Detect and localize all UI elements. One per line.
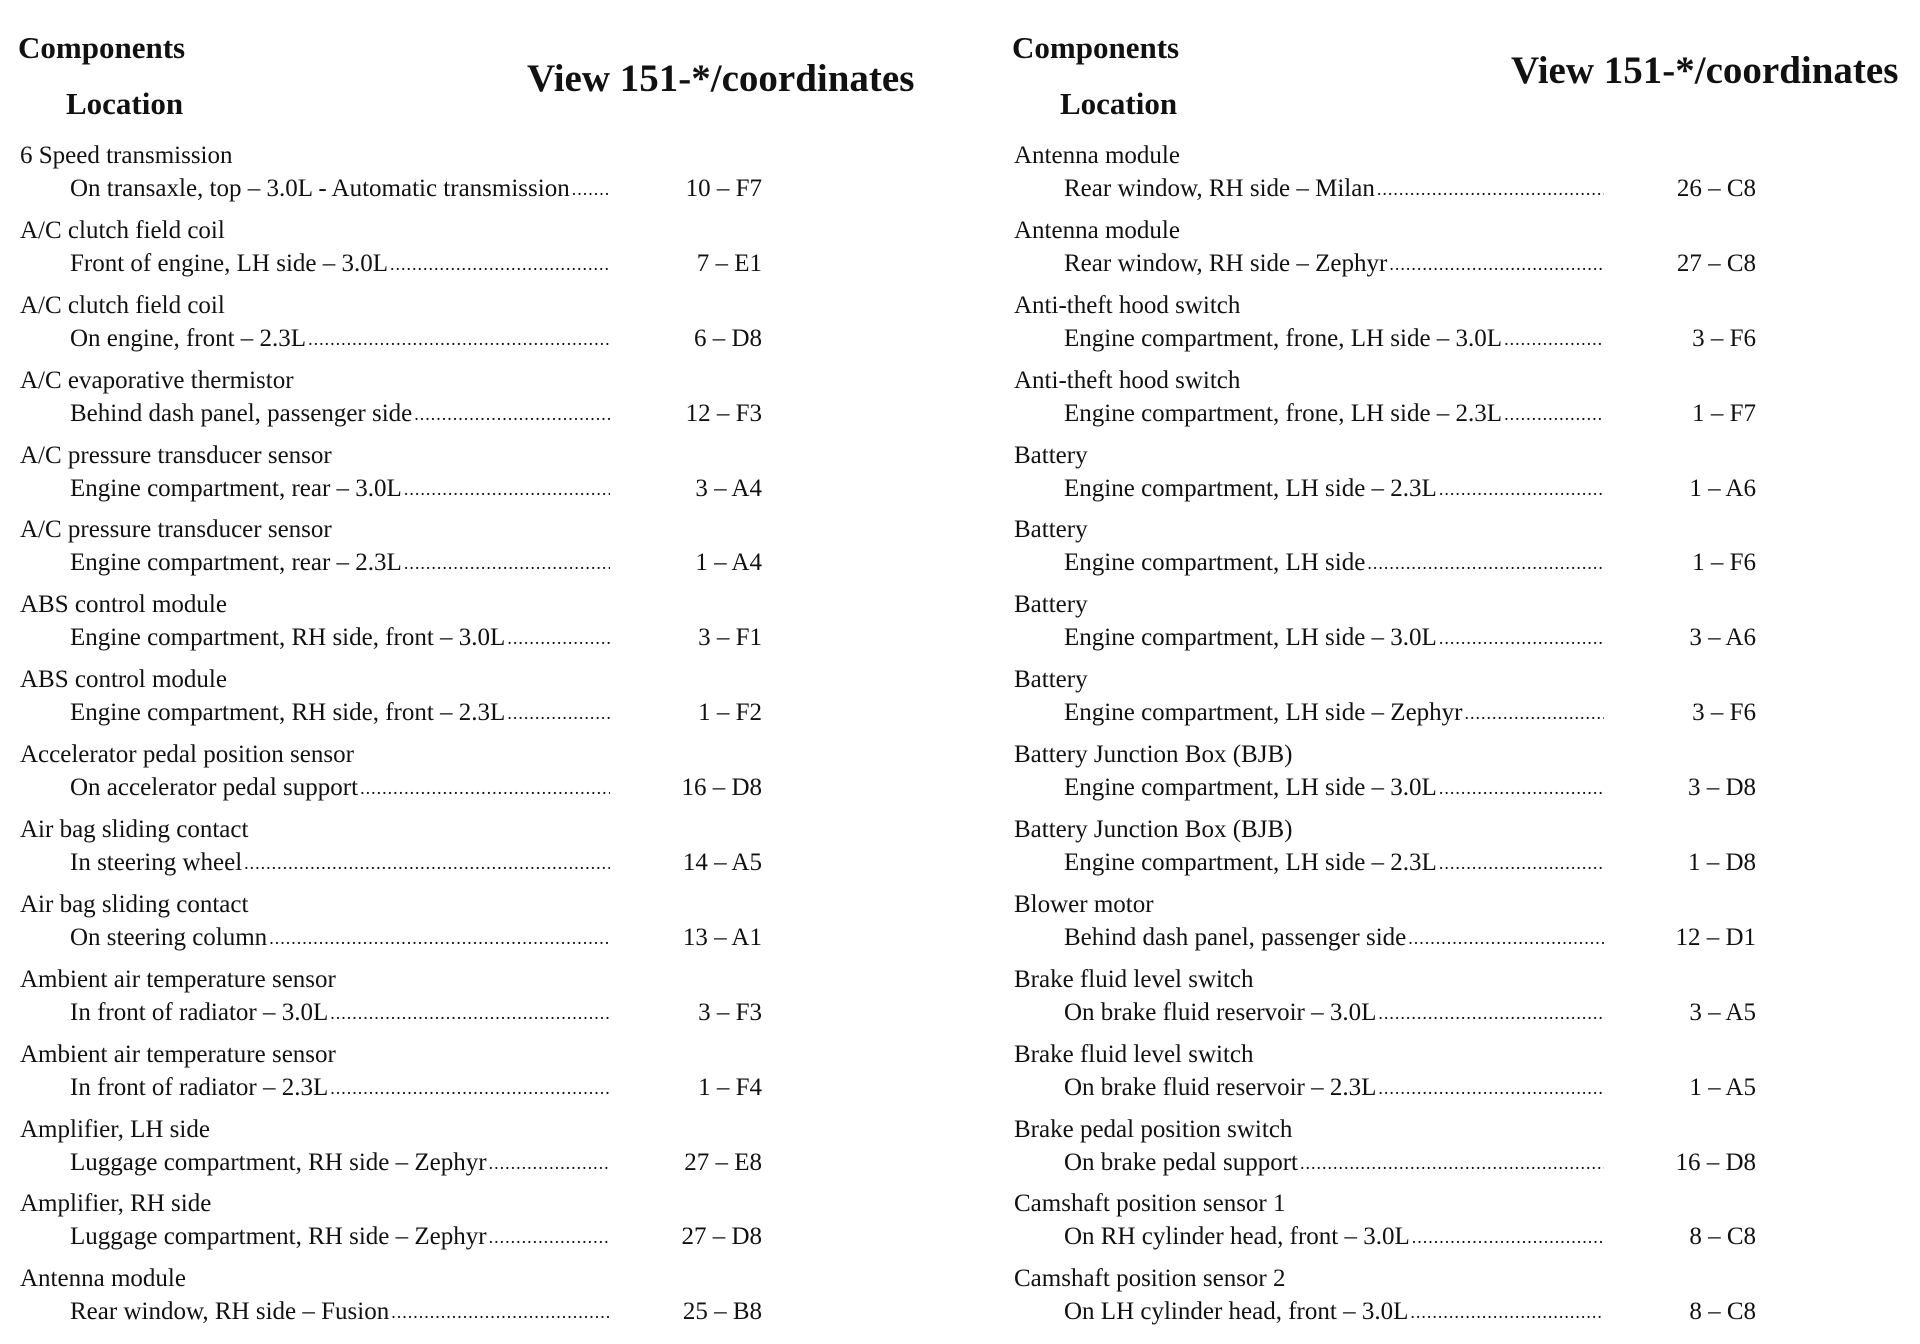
component-name: Air bag sliding contact [20,890,249,918]
component-name: Battery [1014,516,1088,544]
component-location-line [1064,624,1764,652]
component-entry [1006,591,1920,666]
component-name: Camshaft position sensor 1 [1014,1190,1286,1218]
component-location: Engine compartment, rear – 3.0L [70,474,402,502]
component-coordinate: 3 – A4 [695,474,762,502]
component-location-line [1064,325,1764,353]
component-coordinate: 3 – A5 [1689,998,1756,1026]
component-name: Amplifier, LH side [20,1115,210,1143]
dot-leader [572,179,610,200]
component-name: Battery [1014,666,1088,694]
component-coordinate: 3 – A6 [1689,624,1756,652]
components-heading: Components [18,30,186,65]
component-name: Accelerator pedal position sensor [20,741,354,769]
dot-leader [1504,329,1604,350]
component-location-line [1064,774,1764,802]
component-coordinate: 1 – F7 [1692,399,1756,427]
component-location: Luggage compartment, RH side – Zephyr [70,1223,487,1251]
dot-leader [330,1078,610,1099]
dot-leader [391,1302,610,1323]
view-coordinates-heading: View 151-*/coordinates [1511,49,1899,92]
component-entry [12,217,932,292]
dot-leader [1465,703,1605,724]
component-coordinate: 1 – A6 [1689,474,1756,502]
component-name: A/C clutch field coil [20,291,225,319]
component-location-line [70,1149,770,1177]
dot-leader [330,1003,610,1024]
components-heading: Components [1012,30,1180,65]
component-coordinate: 12 – F3 [685,399,762,427]
location-heading: Location [66,86,184,121]
component-coordinate: 6 – D8 [693,324,762,352]
component-name: Camshaft position sensor 2 [1014,1265,1286,1293]
component-coordinate: 8 – C8 [1689,1298,1756,1326]
component-name: Brake fluid level switch [1014,965,1254,993]
component-location: Rear window, RH side – Zephyr [1064,249,1388,277]
component-coordinate: 27 – D8 [681,1223,762,1251]
dot-leader [360,778,610,799]
component-name: Ambient air temperature sensor [20,1040,336,1068]
component-location: On accelerator pedal support [70,774,359,802]
component-name: 6 Speed transmission [20,142,233,169]
component-location-line [1064,699,1764,727]
component-entry [12,1041,932,1116]
component-location-line [70,849,770,877]
component-entry [12,1116,932,1191]
component-coordinate: 10 – F7 [685,175,762,202]
component-location-line [1064,400,1764,428]
component-location: In steering wheel [70,849,243,877]
component-location: On steering column [70,923,268,951]
component-location-line [70,325,770,353]
left-column [12,0,932,1344]
component-name: Blower motor [1014,890,1154,918]
component-coordinate: 8 – C8 [1689,1223,1756,1251]
component-name: Brake fluid level switch [1014,1040,1254,1068]
component-coordinate: 1 – D8 [1687,849,1756,877]
component-entry [1006,966,1920,1041]
dot-leader [1410,1302,1604,1323]
component-location: On brake pedal support [1064,1148,1298,1176]
dot-leader [1439,778,1604,799]
component-entry [1006,292,1920,367]
dot-leader [1378,1003,1604,1024]
dot-leader [489,1153,610,1174]
component-coordinate: 13 – A1 [682,923,762,951]
component-coordinate: 1 – A5 [1689,1073,1756,1101]
component-entry [12,142,932,217]
component-location: Luggage compartment, RH side – Zephyr [70,1148,487,1176]
component-coordinate: 1 – F6 [1692,549,1756,577]
component-location: Engine compartment, RH side, front – 3.0L [70,624,506,652]
component-name: Battery Junction Box (BJB) [1014,741,1293,769]
component-coordinate: 7 – E1 [696,249,762,277]
component-coordinate: 3 – F1 [698,624,762,652]
dot-leader [1377,179,1604,200]
component-location-line [1064,999,1764,1027]
component-entry [12,966,932,1041]
dot-leader [489,1227,610,1248]
component-location: Engine compartment, frone, LH side – 2.3L [1064,399,1503,427]
right-column [1006,0,1920,1344]
dot-leader [308,329,610,350]
component-name: ABS control module [20,591,227,619]
component-location: Engine compartment, frone, LH side – 3.0L [1064,324,1503,352]
dot-leader [1300,1153,1604,1174]
component-location: Rear window, RH side – Fusion [70,1298,390,1326]
component-coordinate: 27 – C8 [1676,249,1756,277]
dot-leader [1439,479,1604,500]
component-location: On RH cylinder head, front – 3.0L [1064,1223,1410,1251]
component-location: On brake fluid reservoir – 2.3L [1064,1073,1377,1101]
left-header [12,0,932,142]
component-entry [12,292,932,367]
component-location: Engine compartment, rear – 2.3L [70,549,402,577]
component-location-line [1064,1074,1764,1102]
component-location-line [70,699,770,727]
component-name: ABS control module [20,666,227,694]
component-location: On transaxle, top – 3.0L - Automatic transmission [70,175,570,202]
component-coordinate: 3 – F6 [1692,699,1756,727]
component-location-line [1064,924,1764,952]
component-name: A/C evaporative thermistor [20,366,294,394]
component-name: A/C pressure transducer sensor [20,441,332,469]
component-location-line [70,999,770,1027]
component-location: On brake fluid reservoir – 3.0L [1064,998,1377,1026]
right-header [1006,0,1920,142]
component-location: Rear window, RH side – Milan [1064,175,1375,202]
component-entry [1006,217,1920,292]
dot-leader [390,254,610,275]
component-location-line [1064,175,1764,203]
component-name: A/C pressure transducer sensor [20,516,332,544]
component-location-line [70,924,770,952]
component-entry [1006,442,1920,517]
component-location-line [1064,1149,1764,1177]
component-entry [12,516,932,591]
component-name: Anti-theft hood switch [1014,366,1241,394]
component-location-line [70,475,770,503]
component-location-line [70,175,770,203]
component-location-line [1064,1223,1764,1251]
component-entry [1006,816,1920,891]
component-name: Air bag sliding contact [20,816,249,844]
dot-leader [269,928,610,949]
location-heading: Location [1060,86,1178,121]
dot-leader [1408,928,1604,949]
component-location: Engine compartment, LH side – 2.3L [1064,474,1437,502]
component-location-line [70,250,770,278]
component-entry [12,741,932,816]
component-location: Engine compartment, LH side – 3.0L [1064,774,1437,802]
component-location-line [70,774,770,802]
component-location-line [1064,549,1764,577]
component-location: In front of radiator – 3.0L [70,998,329,1026]
component-name: Anti-theft hood switch [1014,291,1241,319]
component-name: Antenna module [1014,142,1180,169]
component-entry [1006,142,1920,217]
component-entry [1006,1041,1920,1116]
component-location: In front of radiator – 2.3L [70,1073,329,1101]
dot-leader [404,553,610,574]
component-entry [1006,1116,1920,1191]
component-location: On LH cylinder head, front – 3.0L [1064,1298,1409,1326]
dot-leader [1389,254,1604,275]
component-entry [12,591,932,666]
dot-leader [507,703,610,724]
component-entry [12,367,932,442]
component-name: Battery [1014,441,1088,469]
component-location: Behind dash panel, passenger side [70,399,413,427]
component-entry [1006,1190,1920,1265]
component-location: Engine compartment, LH side – Zephyr [1064,699,1463,727]
component-coordinate: 26 – C8 [1676,175,1756,202]
component-coordinate: 3 – F6 [1692,324,1756,352]
component-location-line [1064,475,1764,503]
component-location-line [70,1223,770,1251]
component-location-line [1064,250,1764,278]
dot-leader [1504,404,1604,425]
component-location: Engine compartment, LH side [1064,549,1366,577]
component-entry [1006,741,1920,816]
component-coordinate: 12 – D1 [1675,923,1756,951]
component-location: Engine compartment, LH side – 2.3L [1064,849,1437,877]
component-name: Battery [1014,591,1088,619]
component-coordinate: 3 – F3 [698,998,762,1026]
component-entry [1006,516,1920,591]
component-entry [12,816,932,891]
component-location-line [70,1298,770,1326]
component-entry [1006,666,1920,741]
dot-leader [1367,553,1604,574]
component-name: Antenna module [1014,216,1180,244]
component-entry [1006,891,1920,966]
dot-leader [244,853,610,874]
component-location-line [70,624,770,652]
dot-leader [404,479,610,500]
component-coordinate: 1 – F4 [698,1073,762,1101]
component-location: Front of engine, LH side – 3.0L [70,249,389,277]
component-entry [12,1190,932,1265]
dot-leader [414,404,610,425]
component-name: Battery Junction Box (BJB) [1014,816,1293,844]
component-coordinate: 1 – F2 [698,699,762,727]
component-entry [1006,1265,1920,1340]
component-location-line [70,1074,770,1102]
component-entry [12,891,932,966]
component-name: Amplifier, RH side [20,1190,212,1218]
dot-leader [1439,628,1604,649]
component-coordinate: 25 – B8 [682,1298,762,1326]
component-coordinate: 16 – D8 [681,774,762,802]
component-location: Behind dash panel, passenger side [1064,923,1407,951]
dot-leader [1378,1078,1604,1099]
left-entry-list [12,142,932,1340]
component-entry [12,442,932,517]
component-entry [12,1265,932,1340]
component-coordinate: 3 – D8 [1687,774,1756,802]
component-entry [12,666,932,741]
component-location-line [1064,1298,1764,1326]
right-entry-list [1006,142,1920,1340]
component-coordinate: 1 – A4 [695,549,762,577]
component-coordinate: 14 – A5 [682,849,762,877]
component-location: Engine compartment, LH side – 3.0L [1064,624,1437,652]
component-entry [1006,367,1920,442]
component-location: Engine compartment, RH side, front – 2.3L [70,699,506,727]
component-name: Antenna module [20,1265,186,1293]
component-location-line [70,549,770,577]
component-location: On engine, front – 2.3L [70,324,307,352]
component-name: Brake pedal position switch [1014,1115,1293,1143]
component-coordinate: 27 – E8 [684,1148,762,1176]
dot-leader [1439,853,1604,874]
dot-leader [1412,1227,1604,1248]
component-name: A/C clutch field coil [20,216,225,244]
component-location-line [1064,849,1764,877]
view-coordinates-heading: View 151-*/coordinates [527,57,915,100]
component-coordinate: 16 – D8 [1675,1148,1756,1176]
component-name: Ambient air temperature sensor [20,965,336,993]
dot-leader [507,628,610,649]
component-location-line [70,400,770,428]
